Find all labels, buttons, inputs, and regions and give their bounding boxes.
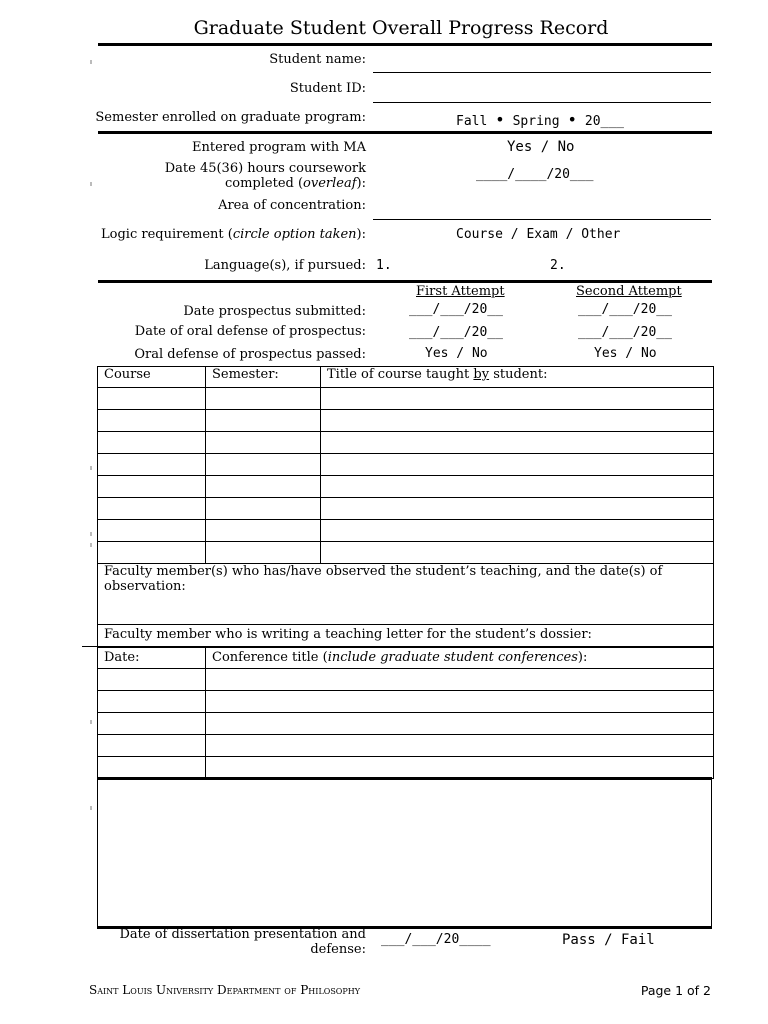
- margin-mark: [90, 720, 92, 724]
- table-cell[interactable]: [206, 410, 321, 432]
- table-cell[interactable]: [98, 410, 206, 432]
- oral-defense-date-label: Date of oral defense of prospectus:: [134, 324, 366, 339]
- table-cell[interactable]: [321, 498, 714, 520]
- table-row[interactable]: [98, 668, 714, 690]
- ma-value[interactable]: Yes / No: [507, 139, 575, 155]
- language-2-field[interactable]: 2.: [550, 258, 566, 273]
- table-cell[interactable]: [98, 756, 206, 778]
- second-attempt-header: Second Attempt: [576, 284, 682, 299]
- table-cell[interactable]: [98, 542, 206, 564]
- table-cell[interactable]: [206, 476, 321, 498]
- language-label: Language(s), if pursued:: [204, 258, 366, 273]
- table-row[interactable]: [98, 712, 714, 734]
- table-cell[interactable]: [98, 454, 206, 476]
- table-cell[interactable]: [98, 712, 206, 734]
- table-row[interactable]: [98, 756, 714, 778]
- defense-result-options[interactable]: Pass / Fail: [562, 932, 655, 948]
- semester-year-field[interactable]: 20___: [584, 114, 625, 129]
- observation-cell[interactable]: [98, 564, 714, 625]
- bullet-separator: •: [495, 110, 505, 129]
- semester-spring-option[interactable]: Spring: [512, 114, 560, 129]
- margin-mark: [90, 532, 92, 536]
- footer-department: Saint Louis University Department of Philosophy: [89, 983, 360, 997]
- language-1-field[interactable]: 1.: [376, 258, 392, 273]
- notes-box[interactable]: [97, 777, 712, 929]
- student-name-label: Student name:: [269, 52, 366, 67]
- table-header-row: [98, 367, 714, 388]
- semester-options[interactable]: [456, 110, 624, 129]
- teaching-letter-prompt: Faculty member who is writing a teaching letter for the student’s dossier:: [104, 627, 592, 642]
- course-number-header: Course: [98, 367, 206, 388]
- margin-mark: [90, 60, 92, 64]
- table-cell[interactable]: [206, 520, 321, 542]
- hours-label: [165, 161, 366, 191]
- conference-date-header: Date:: [98, 647, 206, 668]
- oral-defense-passed-label: Oral defense of prospectus passed:: [134, 347, 366, 362]
- table-header-row: [98, 647, 714, 668]
- semester-fall-option[interactable]: Fall: [456, 114, 488, 129]
- defense-label: [119, 927, 366, 957]
- semester-label: Semester enrolled on graduate program:: [95, 110, 366, 125]
- teaching-letter-cell[interactable]: [98, 625, 714, 647]
- footer-page-number: Page 1 of 2: [640, 983, 711, 998]
- table-row[interactable]: [98, 498, 714, 520]
- semester-header: Semester:: [206, 367, 321, 388]
- hours-date-field[interactable]: ____/____/20___: [476, 167, 594, 182]
- student-id-label: Student ID:: [289, 81, 366, 96]
- table-cell[interactable]: [206, 432, 321, 454]
- table-cell[interactable]: [98, 690, 206, 712]
- student-name-field[interactable]: [373, 72, 711, 73]
- table-cell[interactable]: [321, 520, 714, 542]
- table-row[interactable]: [98, 690, 714, 712]
- table-cell[interactable]: [98, 476, 206, 498]
- table-cell[interactable]: [98, 498, 206, 520]
- table-cell[interactable]: [98, 668, 206, 690]
- table-cell[interactable]: [321, 542, 714, 564]
- hours-label-line1: Date 45(36) hours coursework: [164, 161, 366, 176]
- table-cell[interactable]: [98, 432, 206, 454]
- oral-defense-date-second[interactable]: ___/___/20__: [578, 325, 672, 340]
- table-cell[interactable]: [206, 498, 321, 520]
- logic-options[interactable]: Course / Exam / Other: [456, 227, 621, 242]
- table-cell[interactable]: [321, 476, 714, 498]
- bullet-separator: •: [567, 110, 578, 129]
- section2-rule: [98, 280, 712, 283]
- table-cell[interactable]: [206, 388, 321, 410]
- margin-mark: [90, 182, 92, 186]
- area-field[interactable]: [373, 219, 711, 220]
- table-cell[interactable]: [98, 388, 206, 410]
- conference-title-header: Conference title (include graduate student conferences):: [206, 647, 714, 668]
- first-attempt-header: First Attempt: [416, 284, 505, 299]
- table-cell[interactable]: [206, 542, 321, 564]
- hours-label-line2: completed (overleaf):: [224, 176, 366, 191]
- margin-mark: [90, 543, 92, 547]
- margin-mark: [90, 466, 92, 470]
- table-cell[interactable]: [206, 454, 321, 476]
- prospectus-submitted-label: Date prospectus submitted:: [183, 304, 366, 319]
- observation-prompt-line1: Faculty member(s) who has/have observed the student’s teaching, and the date(s) of: [104, 564, 663, 579]
- table-cell[interactable]: [321, 432, 714, 454]
- table-cell[interactable]: [98, 520, 206, 542]
- table-cell[interactable]: [206, 690, 714, 712]
- title-rule: [98, 43, 712, 46]
- table-row[interactable]: [98, 410, 714, 432]
- course-title-header: Title of course taught by student:: [321, 367, 714, 388]
- defense-label-line1: Date of dissertation presentation and: [119, 927, 366, 942]
- table-cell[interactable]: [321, 454, 714, 476]
- table-row[interactable]: [98, 476, 714, 498]
- defense-date-field[interactable]: ___/___/20____: [381, 932, 491, 947]
- table-row[interactable]: [98, 542, 714, 564]
- conference-table: [97, 646, 714, 779]
- oral-defense-date-first[interactable]: ___/___/20__: [409, 325, 503, 340]
- student-id-field[interactable]: [373, 102, 711, 103]
- margin-mark: [90, 806, 92, 810]
- table-cell[interactable]: [206, 712, 714, 734]
- observation-row[interactable]: [98, 564, 714, 625]
- table-cell[interactable]: [206, 756, 714, 778]
- teaching-table: [97, 366, 714, 647]
- logic-label: Logic requirement (circle option taken):: [101, 227, 366, 242]
- teaching-letter-row[interactable]: [98, 625, 714, 647]
- table-row[interactable]: [98, 388, 714, 410]
- oral-defense-passed-first[interactable]: Yes / No: [425, 346, 488, 361]
- ma-label: Entered program with MA: [192, 140, 366, 155]
- table-row[interactable]: [98, 454, 714, 476]
- prospectus-submitted-first[interactable]: ___/___/20__: [409, 302, 503, 317]
- table-row[interactable]: [98, 432, 714, 454]
- defense-label-line2: defense:: [310, 942, 366, 957]
- table-cell[interactable]: [321, 388, 714, 410]
- table-row[interactable]: [98, 734, 714, 756]
- table-cell[interactable]: [206, 668, 714, 690]
- area-label: Area of concentration:: [218, 198, 366, 213]
- table-row[interactable]: [98, 520, 714, 542]
- oral-defense-passed-second[interactable]: Yes / No: [594, 346, 657, 361]
- table-cell[interactable]: [206, 734, 714, 756]
- section1-rule: [98, 131, 712, 134]
- table-cell[interactable]: [321, 410, 714, 432]
- table-cell[interactable]: [98, 734, 206, 756]
- page-title: Graduate Student Overall Progress Record: [193, 17, 609, 39]
- observation-prompt-line2: observation:: [104, 579, 186, 594]
- prospectus-submitted-second[interactable]: ___/___/20__: [578, 302, 672, 317]
